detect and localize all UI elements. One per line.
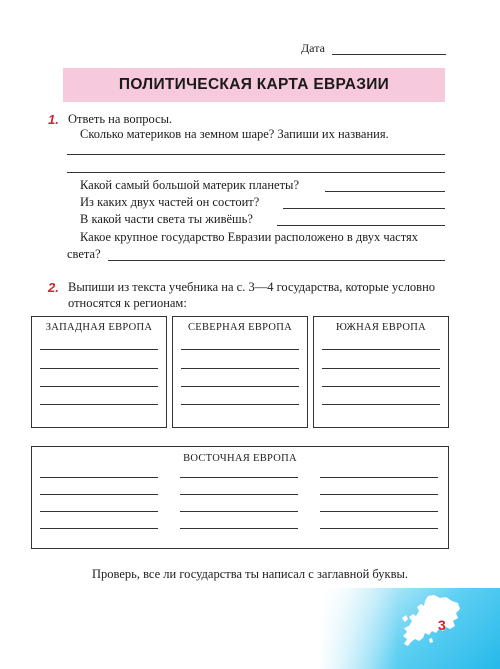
region-title-north: СЕВЕРНАЯ ЕВРОПА (187, 322, 293, 333)
task-1-question-1: Сколько материков на земном шаре? Запиши их названия. (80, 127, 389, 141)
region-box-south (313, 316, 449, 428)
task-2-prompt-cont: относятся к регионам: (68, 296, 187, 310)
region-box-east (31, 446, 449, 549)
answer-line[interactable] (40, 368, 158, 369)
answer-line[interactable] (67, 154, 445, 155)
task-1-prompt: Ответь на вопросы. (68, 112, 173, 126)
answer-line[interactable] (181, 404, 299, 405)
answer-line[interactable] (283, 208, 445, 209)
task-1-question-5-cont: света? (67, 247, 101, 261)
answer-line[interactable] (181, 386, 299, 387)
region-title-west: ЗАПАДНАЯ ЕВРОПА (45, 322, 153, 333)
answer-line[interactable] (180, 511, 298, 512)
date-label: Дата (301, 41, 325, 55)
task-1-question-4: В какой части света ты живёшь? (80, 212, 253, 226)
answer-line[interactable] (40, 528, 158, 529)
answer-line[interactable] (325, 191, 445, 192)
answer-line[interactable] (322, 404, 440, 405)
answer-line[interactable] (320, 477, 438, 478)
answer-line[interactable] (322, 368, 440, 369)
answer-line[interactable] (181, 368, 299, 369)
region-title-south: ЮЖНАЯ ЕВРОПА (336, 322, 426, 333)
task-1-question-3: Из каких двух частей он состоит? (80, 195, 260, 209)
task-2-prompt: Выпиши из текста учебника на с. 3—4 государства, которые условно (68, 280, 436, 294)
task-1-number: 1. (48, 112, 59, 127)
page-number: 3 (438, 617, 446, 633)
answer-line[interactable] (320, 528, 438, 529)
answer-line[interactable] (40, 511, 158, 512)
corner-fade (318, 588, 398, 669)
answer-line[interactable] (180, 528, 298, 529)
task-1-question-5: Какое крупное государство Евразии расположено в двух частях (80, 230, 419, 244)
answer-line[interactable] (322, 349, 440, 350)
answer-line[interactable] (320, 511, 438, 512)
page-title-band (63, 68, 445, 102)
answer-line[interactable] (180, 494, 298, 495)
answer-line[interactable] (320, 494, 438, 495)
answer-line[interactable] (40, 494, 158, 495)
answer-line[interactable] (108, 260, 445, 261)
region-title-east: ВОСТОЧНАЯ ЕВРОПА (183, 453, 297, 464)
page-title: ПОЛИТИЧЕСКАЯ КАРТА ЕВРАЗИИ (118, 76, 390, 93)
answer-line[interactable] (40, 477, 158, 478)
answer-line[interactable] (277, 225, 445, 226)
answer-line[interactable] (181, 349, 299, 350)
footer-note: Проверь, все ли государства ты написал с заглавной буквы. (91, 567, 409, 581)
answer-line[interactable] (40, 404, 158, 405)
answer-line[interactable] (40, 386, 158, 387)
answer-line[interactable] (322, 386, 440, 387)
task-1-question-2: Какой самый большой материк планеты? (80, 178, 299, 192)
region-box-west (31, 316, 167, 428)
region-box-north (172, 316, 308, 428)
answer-line[interactable] (180, 477, 298, 478)
europe-map-icon (398, 594, 462, 648)
answer-line[interactable] (67, 172, 445, 173)
answer-line[interactable] (40, 349, 158, 350)
task-2-number: 2. (48, 280, 59, 295)
date-field[interactable] (332, 54, 446, 55)
